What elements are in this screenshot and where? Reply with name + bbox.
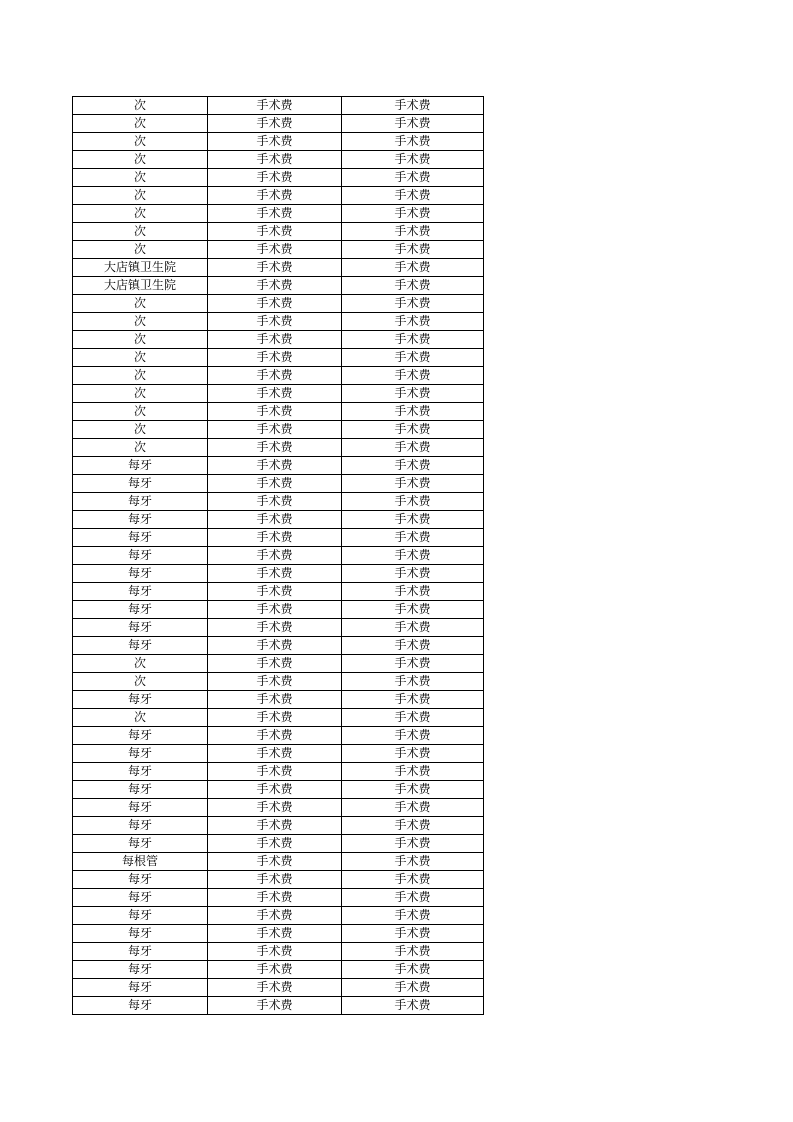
table-cell-col2: 手术费 xyxy=(208,277,342,295)
table-cell-col1: 每牙 xyxy=(73,997,208,1015)
table-cell-col1: 次 xyxy=(73,133,208,151)
table-cell-col3: 手术费 xyxy=(342,493,484,511)
table-cell-col3: 手术费 xyxy=(342,295,484,313)
table-cell-col1: 大店镇卫生院 xyxy=(73,259,208,277)
table-cell-col3: 手术费 xyxy=(342,187,484,205)
table-cell-col2: 手术费 xyxy=(208,565,342,583)
table-row xyxy=(73,691,484,709)
table-row xyxy=(73,133,484,151)
table-row xyxy=(73,925,484,943)
table-cell-col1: 次 xyxy=(73,295,208,313)
table-cell-col3: 手术费 xyxy=(342,727,484,745)
table-cell-col1: 次 xyxy=(73,313,208,331)
table-cell-col1: 次 xyxy=(73,151,208,169)
table-cell-col3: 手术费 xyxy=(342,241,484,259)
table-cell-col3: 手术费 xyxy=(342,655,484,673)
table-cell-col3: 手术费 xyxy=(342,583,484,601)
table-row xyxy=(73,295,484,313)
table-cell-col3: 手术费 xyxy=(342,565,484,583)
table-cell-col2: 手术费 xyxy=(208,943,342,961)
table-row xyxy=(73,655,484,673)
table-cell-col3: 手术费 xyxy=(342,835,484,853)
table-cell-col1: 次 xyxy=(73,655,208,673)
table-cell-col2: 手术费 xyxy=(208,151,342,169)
table-cell-col2: 手术费 xyxy=(208,529,342,547)
table-cell-col2: 手术费 xyxy=(208,511,342,529)
table-body xyxy=(73,97,484,1015)
table-cell-col3: 手术费 xyxy=(342,223,484,241)
table-cell-col1: 每牙 xyxy=(73,979,208,997)
table-cell-col2: 手术费 xyxy=(208,673,342,691)
table-row xyxy=(73,259,484,277)
table-cell-col2: 手术费 xyxy=(208,709,342,727)
table-cell-col3: 手术费 xyxy=(342,763,484,781)
table-cell-col3: 手术费 xyxy=(342,349,484,367)
table-row xyxy=(73,313,484,331)
table-cell-col3: 手术费 xyxy=(342,151,484,169)
table-cell-col2: 手术费 xyxy=(208,457,342,475)
table-row xyxy=(73,223,484,241)
table-cell-col3: 手术费 xyxy=(342,781,484,799)
table-cell-col2: 手术费 xyxy=(208,547,342,565)
table-cell-col3: 手术费 xyxy=(342,205,484,223)
table-cell-col3: 手术费 xyxy=(342,475,484,493)
table-cell-col1: 每牙 xyxy=(73,475,208,493)
table-row xyxy=(73,511,484,529)
table-cell-col3: 手术费 xyxy=(342,853,484,871)
table-row xyxy=(73,277,484,295)
table-cell-col1: 每牙 xyxy=(73,907,208,925)
table-row xyxy=(73,421,484,439)
table-cell-col2: 手术费 xyxy=(208,817,342,835)
table-cell-col1: 次 xyxy=(73,349,208,367)
table-cell-col1: 次 xyxy=(73,187,208,205)
table-row xyxy=(73,349,484,367)
table-cell-col3: 手术费 xyxy=(342,439,484,457)
table-cell-col2: 手术费 xyxy=(208,421,342,439)
table-cell-col2: 手术费 xyxy=(208,133,342,151)
table-cell-col2: 手术费 xyxy=(208,439,342,457)
table-cell-col1: 次 xyxy=(73,205,208,223)
table-cell-col1: 次 xyxy=(73,241,208,259)
table-cell-col1: 每牙 xyxy=(73,547,208,565)
table-cell-col2: 手术费 xyxy=(208,169,342,187)
table-cell-col1: 次 xyxy=(73,421,208,439)
table-cell-col1: 次 xyxy=(73,403,208,421)
table-cell-col2: 手术费 xyxy=(208,655,342,673)
table-cell-col1: 次 xyxy=(73,439,208,457)
table-cell-col2: 手术费 xyxy=(208,907,342,925)
table-cell-col2: 手术费 xyxy=(208,997,342,1015)
table-cell-col2: 手术费 xyxy=(208,583,342,601)
table-cell-col3: 手术费 xyxy=(342,313,484,331)
table-row xyxy=(73,601,484,619)
table-row xyxy=(73,961,484,979)
table-cell-col3: 手术费 xyxy=(342,367,484,385)
table-row xyxy=(73,187,484,205)
table-cell-col3: 手术费 xyxy=(342,979,484,997)
table-cell-col2: 手术费 xyxy=(208,475,342,493)
table-cell-col2: 手术费 xyxy=(208,979,342,997)
table-row xyxy=(73,889,484,907)
table-row xyxy=(73,169,484,187)
table-row xyxy=(73,745,484,763)
table-row xyxy=(73,385,484,403)
table-cell-col1: 每牙 xyxy=(73,583,208,601)
table-row xyxy=(73,619,484,637)
table-cell-col1: 每牙 xyxy=(73,493,208,511)
table-row xyxy=(73,115,484,133)
table-cell-col3: 手术费 xyxy=(342,403,484,421)
table-cell-col1: 次 xyxy=(73,673,208,691)
table-cell-col2: 手术费 xyxy=(208,835,342,853)
table-row xyxy=(73,457,484,475)
table-cell-col1: 每牙 xyxy=(73,799,208,817)
table-row xyxy=(73,943,484,961)
table-cell-col1: 次 xyxy=(73,331,208,349)
table-cell-col3: 手术费 xyxy=(342,385,484,403)
table-cell-col3: 手术费 xyxy=(342,799,484,817)
table-cell-col3: 手术费 xyxy=(342,961,484,979)
table-cell-col2: 手术费 xyxy=(208,925,342,943)
table-cell-col3: 手术费 xyxy=(342,691,484,709)
table-cell-col2: 手术费 xyxy=(208,601,342,619)
table-cell-col3: 手术费 xyxy=(342,673,484,691)
table-cell-col1: 次 xyxy=(73,385,208,403)
table-cell-col2: 手术费 xyxy=(208,637,342,655)
table-cell-col1: 每牙 xyxy=(73,745,208,763)
table-row xyxy=(73,367,484,385)
table-cell-col2: 手术费 xyxy=(208,871,342,889)
table-cell-col2: 手术费 xyxy=(208,313,342,331)
table-row xyxy=(73,547,484,565)
table-row xyxy=(73,907,484,925)
table-row xyxy=(73,439,484,457)
table-cell-col2: 手术费 xyxy=(208,961,342,979)
table-cell-col2: 手术费 xyxy=(208,259,342,277)
table-cell-col3: 手术费 xyxy=(342,907,484,925)
table-row xyxy=(73,709,484,727)
table-row xyxy=(73,205,484,223)
table-row xyxy=(73,151,484,169)
table-row xyxy=(73,997,484,1015)
table-cell-col2: 手术费 xyxy=(208,763,342,781)
table-cell-col1: 大店镇卫生院 xyxy=(73,277,208,295)
table-cell-col2: 手术费 xyxy=(208,241,342,259)
table-cell-col1: 次 xyxy=(73,223,208,241)
table-cell-col1: 每牙 xyxy=(73,817,208,835)
table-cell-col2: 手术费 xyxy=(208,745,342,763)
table-cell-col2: 手术费 xyxy=(208,187,342,205)
table-cell-col3: 手术费 xyxy=(342,943,484,961)
table-cell-col2: 手术费 xyxy=(208,727,342,745)
table-cell-col2: 手术费 xyxy=(208,97,342,115)
table-cell-col2: 手术费 xyxy=(208,349,342,367)
table-cell-col3: 手术费 xyxy=(342,637,484,655)
table-cell-col2: 手术费 xyxy=(208,781,342,799)
table-cell-col2: 手术费 xyxy=(208,889,342,907)
table-cell-col3: 手术费 xyxy=(342,277,484,295)
table-cell-col2: 手术费 xyxy=(208,367,342,385)
table-cell-col3: 手术费 xyxy=(342,457,484,475)
table-cell-col3: 手术费 xyxy=(342,97,484,115)
table-cell-col3: 手术费 xyxy=(342,115,484,133)
table-row xyxy=(73,781,484,799)
table-cell-col2: 手术费 xyxy=(208,205,342,223)
table-row xyxy=(73,493,484,511)
table-cell-col2: 手术费 xyxy=(208,403,342,421)
table-cell-col3: 手术费 xyxy=(342,871,484,889)
table-row xyxy=(73,403,484,421)
table-cell-col2: 手术费 xyxy=(208,493,342,511)
table-cell-col3: 手术费 xyxy=(342,709,484,727)
table-cell-col2: 手术费 xyxy=(208,619,342,637)
table-cell-col1: 每根管 xyxy=(73,853,208,871)
table-cell-col1: 每牙 xyxy=(73,565,208,583)
table-cell-col2: 手术费 xyxy=(208,691,342,709)
spreadsheet-table xyxy=(72,96,484,1015)
table-row xyxy=(73,673,484,691)
table-row xyxy=(73,799,484,817)
table-row xyxy=(73,979,484,997)
table-cell-col1: 每牙 xyxy=(73,835,208,853)
table-cell-col1: 每牙 xyxy=(73,943,208,961)
table-cell-col2: 手术费 xyxy=(208,799,342,817)
table-cell-col3: 手术费 xyxy=(342,259,484,277)
table-cell-col3: 手术费 xyxy=(342,133,484,151)
table-cell-col3: 手术费 xyxy=(342,619,484,637)
table-cell-col1: 次 xyxy=(73,115,208,133)
table-cell-col1: 每牙 xyxy=(73,763,208,781)
table-cell-col3: 手术费 xyxy=(342,817,484,835)
table-row xyxy=(73,583,484,601)
table-row xyxy=(73,817,484,835)
table-row xyxy=(73,241,484,259)
table-cell-col1: 每牙 xyxy=(73,961,208,979)
table-cell-col3: 手术费 xyxy=(342,997,484,1015)
table-cell-col1: 每牙 xyxy=(73,529,208,547)
table-cell-col1: 次 xyxy=(73,709,208,727)
table-cell-col1: 每牙 xyxy=(73,925,208,943)
table-cell-col1: 每牙 xyxy=(73,889,208,907)
table-cell-col1: 每牙 xyxy=(73,601,208,619)
table-cell-col3: 手术费 xyxy=(342,529,484,547)
table-row xyxy=(73,835,484,853)
table-cell-col1: 次 xyxy=(73,367,208,385)
table-cell-col3: 手术费 xyxy=(342,601,484,619)
table-row xyxy=(73,727,484,745)
table-cell-col1: 每牙 xyxy=(73,781,208,799)
table-cell-col3: 手术费 xyxy=(342,889,484,907)
table-cell-col3: 手术费 xyxy=(342,331,484,349)
table-cell-col2: 手术费 xyxy=(208,385,342,403)
table-cell-col1: 每牙 xyxy=(73,619,208,637)
table-cell-col1: 每牙 xyxy=(73,727,208,745)
table-row xyxy=(73,637,484,655)
table-cell-col3: 手术费 xyxy=(342,421,484,439)
table-row xyxy=(73,475,484,493)
table-cell-col1: 每牙 xyxy=(73,691,208,709)
table-cell-col1: 次 xyxy=(73,169,208,187)
table-row xyxy=(73,853,484,871)
table-cell-col1: 每牙 xyxy=(73,457,208,475)
table-row xyxy=(73,331,484,349)
table-cell-col1: 次 xyxy=(73,97,208,115)
table-row xyxy=(73,529,484,547)
table-cell-col2: 手术费 xyxy=(208,853,342,871)
table-cell-col2: 手术费 xyxy=(208,115,342,133)
table-row xyxy=(73,565,484,583)
table-cell-col2: 手术费 xyxy=(208,223,342,241)
table-cell-col2: 手术费 xyxy=(208,295,342,313)
table-cell-col2: 手术费 xyxy=(208,331,342,349)
table-row xyxy=(73,97,484,115)
table-row xyxy=(73,763,484,781)
table-cell-col1: 每牙 xyxy=(73,511,208,529)
table-cell-col1: 每牙 xyxy=(73,871,208,889)
table-cell-col3: 手术费 xyxy=(342,745,484,763)
table-cell-col1: 每牙 xyxy=(73,637,208,655)
table-cell-col3: 手术费 xyxy=(342,547,484,565)
table-cell-col3: 手术费 xyxy=(342,511,484,529)
table-row xyxy=(73,871,484,889)
table-cell-col3: 手术费 xyxy=(342,169,484,187)
table-cell-col3: 手术费 xyxy=(342,925,484,943)
